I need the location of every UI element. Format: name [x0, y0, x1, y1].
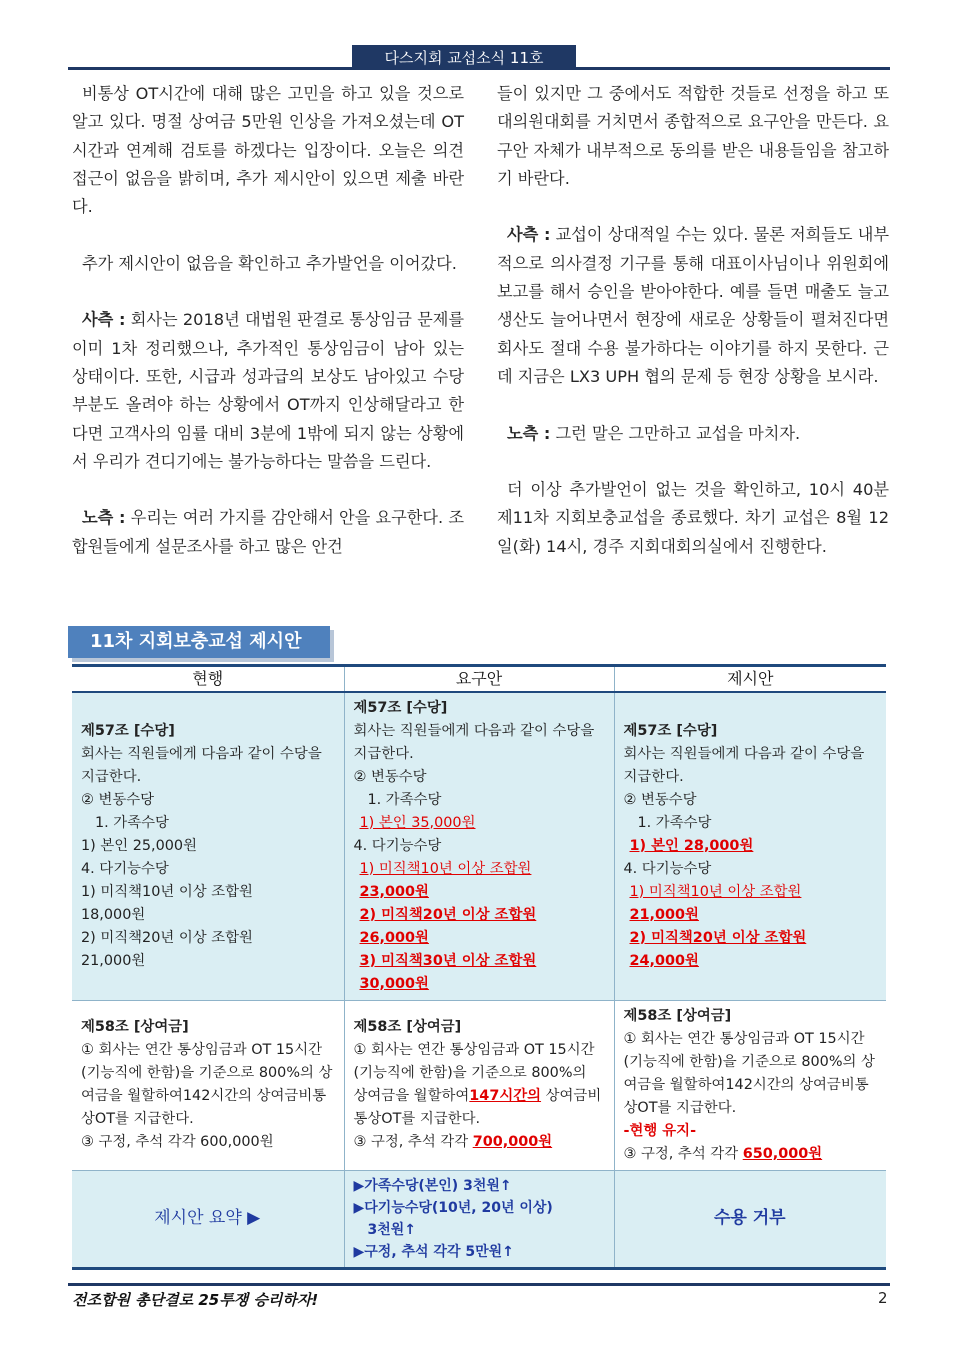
paragraph	[72, 504, 464, 561]
header-demand: 요구안	[344, 666, 614, 692]
table-row-article-57	[72, 692, 886, 1001]
article-body: 회사는 직원들에게 다음과 같이 수당을 지급한다.	[81, 745, 322, 785]
article-title: 제57조 [수당]	[81, 722, 175, 739]
clause: 1) 미직책10년 이상 조합원	[81, 883, 253, 900]
article-title: 제58조 [상여금]	[81, 1019, 189, 1035]
section-title: 11차 지회보충교섭 제시안	[68, 626, 330, 658]
paragraph: 더 이상 추가발언이 없는 것을 확인하고, 10시 40분 제11차 지회보충교섭을 종료했다. 차기 교섭은 8월 12일(화) 14시, 경주 지회대회의실에서 진행한다.	[497, 480, 889, 556]
cell-offer	[614, 692, 886, 1001]
clause: 4. 다기능수당	[353, 837, 442, 854]
paragraph: 추가 제시안이 없음을 확인하고 추가발언을 이어갔다.	[82, 253, 457, 273]
left-column	[72, 80, 464, 561]
article-body: ① 회사는 연간 통상임금과 OT 15시간(기능직에 한함)을 기준으로 800%의 상여금을 월할하여142시간의 상여금비통상OT를 지급한다.	[623, 1030, 875, 1116]
paragraph: 비통상 OT시간에 대해 많은 고민을 하고 있을 것으로 알고 있다. 명절 상여금 5만원 인상을 가져오셨는데 OT시간과 연계해 검토를 하겠다는 입장이다. 오늘은 의견 접근이 없음을 밝히며, 추가 제시안이 있으면 제출 바란다.	[72, 84, 464, 217]
cell-offer	[614, 1000, 886, 1170]
newsletter-title: 다스지회 교섭소식 11호	[352, 45, 576, 69]
body-text: ③ 구정, 추석 각각	[623, 1145, 743, 1162]
changed-clause: 2) 미직책20년 이상 조합원	[359, 906, 537, 923]
clause: 2) 미직책20년 이상 조합원	[81, 929, 253, 946]
clause: ② 변동수당	[353, 768, 427, 785]
clause: ② 변동수당	[81, 791, 155, 808]
clause	[354, 1131, 604, 1154]
clause: 1) 본인 25,000원	[81, 837, 197, 854]
proposal-table	[72, 664, 886, 1270]
summary-line: ▶다기능수당(10년, 20년 이상)	[353, 1199, 553, 1216]
changed-clause: 21,000원	[629, 906, 699, 923]
summary-line: ▶가족수당(본인) 3천원↑	[353, 1177, 512, 1194]
article-body	[354, 1039, 604, 1131]
changed-clause: 1) 본인 28,000원	[629, 837, 754, 854]
summary-result-cell	[614, 1170, 886, 1268]
clause: 18,000원	[81, 906, 146, 923]
changed-clause: 1) 미직책10년 이상 조합원	[359, 860, 532, 877]
clause: ③ 구정, 추석 각각 600,000원	[81, 1134, 274, 1150]
changed-clause: 1) 본인 35,000원	[359, 814, 476, 831]
paragraph	[497, 420, 889, 448]
keep-current-note: -현행 유지-	[623, 1122, 697, 1139]
speaker-label: 사측 :	[507, 225, 551, 245]
clause: 4. 다기능수당	[81, 860, 169, 877]
body-text: ① 회사는 연간 통상임금과 OT 15시간(기능직에 한함)을 기준으로 800%의 상여금을 월할하여	[353, 1042, 595, 1104]
summary-result: 수용 거부	[713, 1207, 786, 1228]
changed-clause: 30,000원	[359, 975, 429, 992]
clause: 1. 가족수당	[367, 791, 442, 808]
changed-clause: 2) 미직책20년 이상 조합원	[629, 929, 807, 946]
paragraph	[497, 221, 889, 391]
summary-label-cell	[72, 1170, 344, 1268]
table-row-summary	[72, 1170, 886, 1268]
article-body: 회사는 직원들에게 다음과 같이 수당을 지급한다.	[623, 745, 865, 785]
footer-slogan: 전조합원 총단결로 25투쟁 승리하자!	[72, 1291, 319, 1309]
article-body: 회사는 직원들에게 다음과 같이 수당을 지급한다.	[353, 722, 595, 762]
table-header-row	[72, 666, 886, 692]
changed-clause: 1) 미직책10년 이상 조합원	[629, 883, 802, 900]
body-text: ③ 구정, 추석 각각	[353, 1134, 473, 1150]
clause: ② 변동수당	[623, 791, 697, 808]
article-title: 제57조 [수당]	[623, 722, 718, 739]
table-row-article-58	[72, 1000, 886, 1170]
article-title: 제58조 [상여금]	[353, 1019, 462, 1035]
page-number: 2	[878, 1289, 888, 1307]
cell-demand	[344, 692, 614, 1001]
speech-text: 우리는 여러 가지를 감안해서 안을 요구한다. 조합원들에게 설문조사를 하고 많은 안건	[72, 508, 464, 556]
speech-text: 회사는 2018년 대법원 판결로 통상임금 문제를 이미 1차 정리했으나, 추가적인 통상임금이 남아 있는 상태이다. 또한, 시급과 성과급의 보상도 남아있고 수당부분도 올려야 하는 상황에서 OT까지 인상해달라고 한다면 고객사의 임률 대비 3분에 1밖에 되지 않는 상황에서 우리가 견디기에는 불가능하다는 말씀을 드린다.	[72, 310, 464, 471]
changed-clause: 23,000원	[359, 883, 429, 900]
cell-demand	[344, 1000, 614, 1170]
summary-changes-cell	[344, 1170, 614, 1268]
changed-clause: 24,000원	[629, 952, 699, 969]
speaker-label: 사측 :	[82, 310, 126, 330]
changed-clause: 650,000원	[742, 1145, 823, 1162]
article-body: ① 회사는 연간 통상임금과 OT 15시간(기능직에 한함)을 기준으로 800%의 상여금을 월할하여142시간의 상여금비통상OT를 지급한다.	[81, 1042, 333, 1127]
right-column	[497, 80, 889, 561]
paragraph: 들이 있지만 그 중에서도 적합한 것들로 선정을 하고 또 대의원대회를 거치면서 종합적으로 요구안을 만든다. 요구안 자체가 내부적으로 동의를 받은 내용들임을 참고하기 바란다.	[497, 84, 889, 188]
footer-divider	[68, 1283, 890, 1286]
summary-label: 제시안 요약 ▶	[154, 1207, 261, 1228]
clause: 1. 가족수당	[95, 814, 169, 831]
cell-current	[72, 1000, 344, 1170]
clause	[624, 1143, 877, 1166]
header-current: 현행	[72, 666, 344, 692]
clause: 1. 가족수당	[637, 814, 712, 831]
speech-text: 그런 말은 그만하고 교섭을 마치자.	[550, 423, 801, 443]
clause: 4. 다기능수당	[623, 860, 712, 877]
speaker-label: 노측 :	[507, 423, 551, 443]
changed-clause: 3) 미직책30년 이상 조합원	[359, 952, 537, 969]
paragraph	[72, 306, 464, 476]
speaker-label: 노측 :	[82, 508, 126, 528]
speech-text: 교섭이 상대적일 수는 있다. 물론 저희들도 내부적으로 의사결정 기구를 통해 대표이사님이나 위원회에 보고를 해서 승인을 받아야한다. 예를 들면 매출도 늘고 생산도 늘어나면서 현장에 새로운 상황들이 펼쳐진다면 회사도 절대 수용 불가하다는 이야기를 하지 못한다. 근데 지금은 LX3 UPH 협의 문제 등 현장 상황을 보시라.	[497, 225, 889, 386]
article-title: 제57조 [수당]	[353, 699, 448, 716]
changed-clause: 26,000원	[359, 929, 429, 946]
cell-current	[72, 692, 344, 1001]
header-divider	[68, 67, 890, 70]
body-text: 상여금비통상OT를 지급한다.	[353, 1088, 602, 1127]
changed-clause: 700,000원	[472, 1134, 553, 1150]
summary-line: 3천원↑	[367, 1221, 417, 1238]
header-offer: 제시안	[614, 666, 886, 692]
summary-line: ▶구정, 추석 각각 5만원↑	[353, 1243, 514, 1260]
changed-clause: 147시간의	[469, 1088, 542, 1104]
article-title: 제58조 [상여금]	[623, 1007, 732, 1024]
clause: 21,000원	[81, 952, 146, 969]
